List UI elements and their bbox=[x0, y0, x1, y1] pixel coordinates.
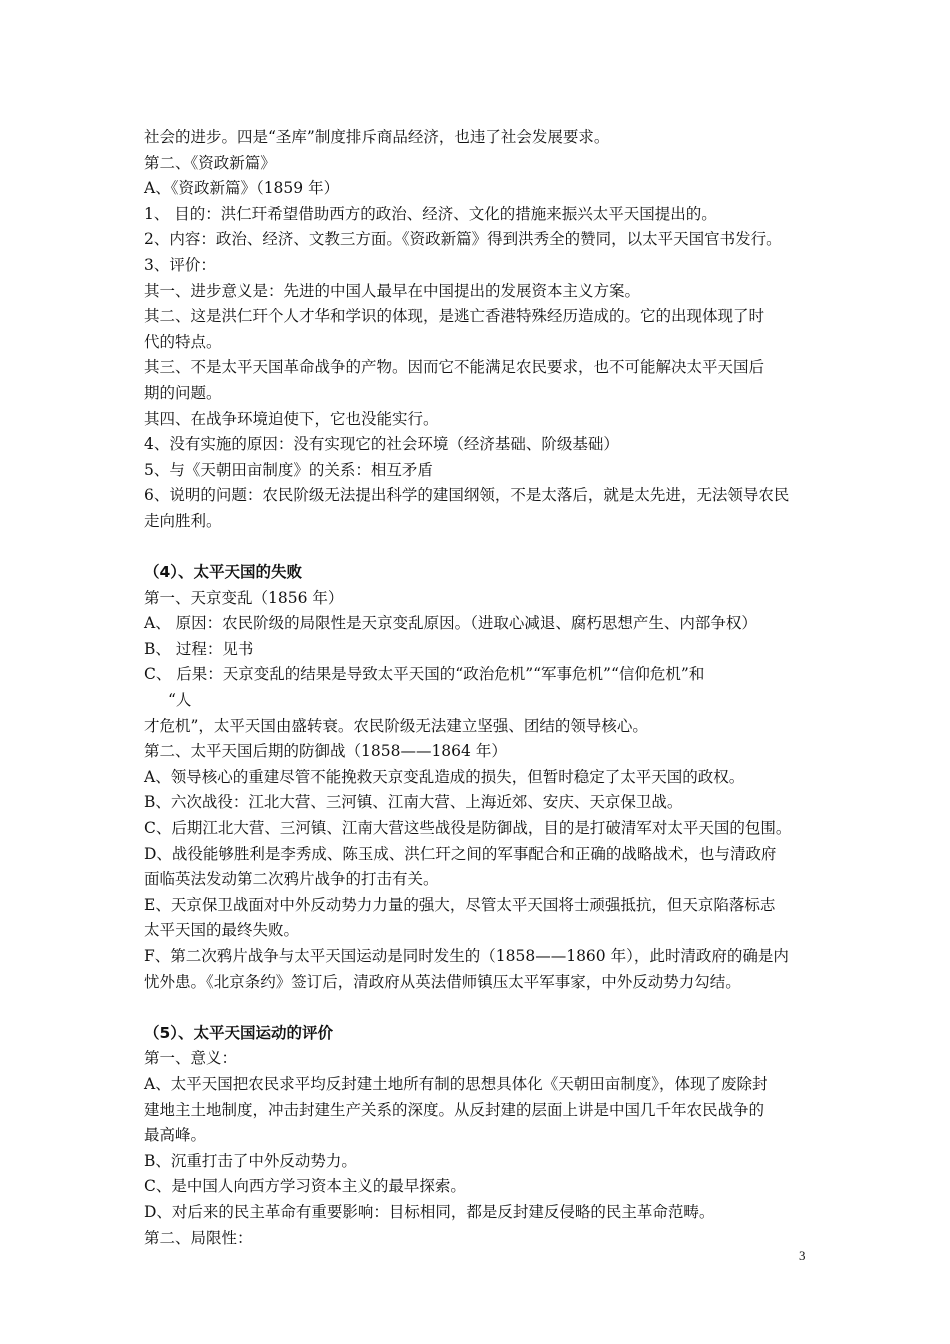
text-line: D、战役能够胜利是李秀成、陈玉成、洪仁玕之间的军事配合和正确的战略战术，也与清政府 bbox=[144, 844, 777, 863]
text-line: 太平天国的最终失败。 bbox=[144, 921, 300, 940]
text-line: 2、内容：政治、经济、文教三方面。《资政新篇》得到洪秀全的赞同，以太平天国官书发行。 bbox=[144, 230, 782, 249]
text-line: 第一、天京变乱（1856 年） bbox=[144, 588, 344, 607]
section-heading: （4）、太平天国的失败 bbox=[144, 563, 303, 582]
text-line: 才危机”，太平天国由盛转衰。农民阶级无法建立坚强、团结的领导核心。 bbox=[144, 716, 648, 735]
text-line: C、后期江北大营、三河镇、江南大营这些战役是防御战，目的是打破清军对太平天国的包围。 bbox=[144, 819, 792, 838]
text-line: A、领导核心的重建尽管不能挽救天京变乱造成的损失，但暂时稳定了太平天国的政权。 bbox=[144, 767, 745, 786]
text-line: 其三、不是太平天国革命战争的产物。因而它不能满足农民要求，也不可能解决太平天国后 bbox=[144, 358, 765, 377]
text-line: 建地主土地制度，冲击封建生产关系的深度。从反封建的层面上讲是中国几千年农民战争的 bbox=[144, 1100, 765, 1119]
text-line: 代的特点。 bbox=[144, 332, 222, 351]
text-line: 5、与《天朝田亩制度》的关系：相互矛盾 bbox=[144, 460, 433, 479]
text-line: C、是中国人向西方学习资本主义的最早探索。 bbox=[144, 1177, 466, 1196]
text-line: 其四、在战争环境迫使下，它也没能实行。 bbox=[144, 409, 439, 428]
text-line: 走向胜利。 bbox=[144, 511, 222, 530]
text-line: 第二、《资政新篇》 bbox=[144, 153, 276, 172]
blank-line bbox=[144, 535, 816, 561]
text-line: A、 原因：农民阶级的局限性是天京变乱原因。（进取心减退、腐朽思想产生、内部争权） bbox=[144, 614, 757, 633]
text-line: 其一、进步意义是：先进的中国人最早在中国提出的发展资本主义方案。 bbox=[144, 281, 641, 300]
text-line: 3、评价： bbox=[144, 255, 216, 274]
text-line: 第二、太平天国后期的防御战（1858——1864 年） bbox=[144, 742, 507, 761]
text-line: 忧外患。《北京条约》签订后，清政府从英法借师镇压太平军事家，中外反动势力勾结。 bbox=[144, 972, 741, 991]
blank-line bbox=[144, 995, 816, 1021]
text-line: 第一、意义： bbox=[144, 1049, 238, 1068]
text-line: B、沉重打击了中外反动势力。 bbox=[144, 1151, 357, 1170]
text-line: 1、 目的：洪仁玕希望借助西方的政治、经济、文化的措施来振兴太平天国提出的。 bbox=[144, 204, 717, 223]
text-line: 最高峰。 bbox=[144, 1126, 207, 1145]
text-line: 期的问题。 bbox=[144, 383, 222, 402]
text-line: B、六次战役：江北大营、三河镇、江南大营、上海近郊、安庆、天京保卫战。 bbox=[144, 793, 683, 812]
text-line: A、太平天国把农民求平均反封建土地所有制的思想具体化《天朝田亩制度》，体现了废除封 bbox=[144, 1074, 768, 1093]
page-number: 3 bbox=[799, 1248, 806, 1263]
text-line: “人 bbox=[168, 691, 192, 710]
document-body bbox=[144, 125, 816, 1251]
text-line: 第二、局限性： bbox=[144, 1228, 253, 1247]
text-line: A、《资政新篇》（1859 年） bbox=[144, 179, 340, 198]
text-line: 6、说明的问题：农民阶级无法提出科学的建国纲领，不是太落后，就是太先进，无法领导农民 bbox=[144, 486, 790, 505]
text-line: F、第二次鸦片战争与太平天国运动是同时发生的（1858——1860 年），此时清政府的确是内 bbox=[144, 947, 789, 965]
text-line: 4、没有实施的原因：没有实现它的社会环境（经济基础、阶级基础） bbox=[144, 435, 619, 454]
text-line: 社会的进步。四是“圣库”制度排斥商品经济，也违了社会发展要求。 bbox=[144, 128, 610, 146]
text-line: 其二、这是洪仁玕个人才华和学识的体现，是逃亡香港特殊经历造成的。它的出现体现了时 bbox=[144, 307, 765, 326]
section-heading: （5）、太平天国运动的评价 bbox=[144, 1023, 334, 1042]
text-line: D、对后来的民主革命有重要影响：目标相同，都是反封建反侵略的民主革命范畴。 bbox=[144, 1202, 715, 1221]
text-line: B、 过程：见书 bbox=[144, 639, 254, 658]
text-line: 面临英法发动第二次鸦片战争的打击有关。 bbox=[144, 870, 439, 889]
text-line: E、天京保卫战面对中外反动势力力量的强大，尽管太平天国将士顽强抵抗，但天京陷落标志 bbox=[144, 895, 776, 914]
text-line: C、 后果：天京变乱的结果是导致太平天国的“政治危机”“军事危机”“信仰危机”和 bbox=[144, 665, 705, 684]
